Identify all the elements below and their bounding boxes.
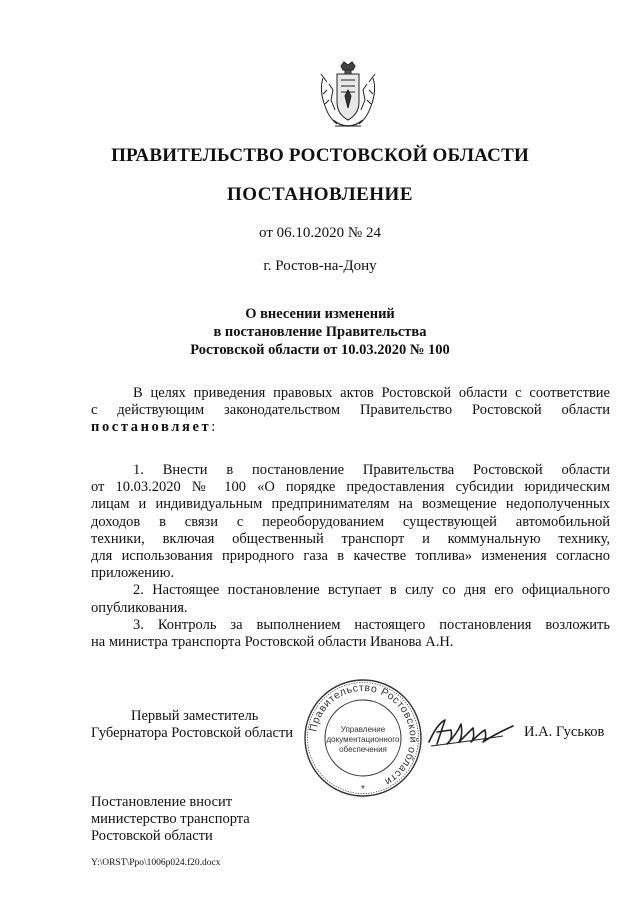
- file-path: Y:\ORST\Ppo\1006p024.f20.docx: [91, 858, 221, 868]
- submitter-line: министерство транспорта: [91, 811, 250, 827]
- item-2-line: опубликования.: [91, 599, 188, 616]
- item-2-line: 2. Настоящее постановление вступает в силу со дня его официального: [133, 582, 610, 599]
- coat-of-arms-icon: [315, 60, 381, 134]
- seal-inner-line: обеспечения: [339, 745, 387, 754]
- seal-inner-line: Управление: [340, 725, 386, 734]
- document-city: г. Ростов-на-Дону: [263, 258, 377, 274]
- preamble-line: В целях приведения правовых актов Ростовской области с соответствие: [133, 385, 610, 401]
- subject-line: в постановление Правительства: [213, 324, 427, 340]
- item-1-line: от 10.03.2020 № 100 «О порядке предоставления субсидии юридическим: [91, 479, 610, 496]
- signatory-position: [91, 708, 293, 742]
- submitter-line: Постановление вносит: [91, 794, 233, 810]
- item-1-line: приложению.: [91, 565, 175, 582]
- official-seal-icon: [303, 678, 423, 798]
- seal-star: *: [361, 784, 365, 795]
- seal-inner-line: документационного: [326, 735, 400, 744]
- signatory-position-line: Губернатора Ростовской области: [91, 725, 294, 741]
- item-1-line: 1. Внести в постановление Правительства Ростовской области: [133, 462, 610, 478]
- document-type: ПОСТАНОВЛЕНИЕ: [226, 184, 414, 205]
- subject-line: Ростовской области от 10.03.2020 № 100: [190, 342, 450, 358]
- subject-line: О внесении изменений: [245, 306, 395, 322]
- decree-colon: :: [211, 419, 216, 436]
- item-3-line: на министра транспорта Ростовской области Иванова А.Н.: [91, 634, 454, 651]
- document-subject: [0, 305, 640, 359]
- signatory-name: И.А. Гуськов: [524, 724, 605, 740]
- item-1-line: техники, включая общественный транспорт и коммунальную технику,: [91, 530, 610, 547]
- preamble-line: с действующим законодательством Правительство Ростовской области: [91, 402, 610, 419]
- handwritten-signature-icon: [423, 712, 519, 752]
- resolution-items: [91, 462, 610, 651]
- item-3-line: 3. Контроль за выполнением настоящего постановления возложить: [133, 616, 610, 633]
- item-1-line: доходов в связи с переоборудованием существующей автомобильной: [91, 513, 610, 530]
- document-date-number: от 06.10.2020 № 24: [259, 225, 381, 241]
- seal-ring-text: Правительство Ростовской области: [307, 681, 420, 789]
- item-1-line: лицам и индивидуальным предпринимателям на возмещение недополученных: [91, 496, 610, 513]
- decree-word: постановляет: [91, 419, 212, 436]
- submitter-note: [91, 794, 250, 845]
- signatory-position-line: Первый заместитель: [131, 708, 259, 724]
- organization-name: ПРАВИТЕЛЬСТВО РОСТОВСКОЙ ОБЛАСТИ: [111, 145, 529, 166]
- item-1-line: для использования природного газа в качестве топлива» изменения согласно: [91, 548, 610, 565]
- preamble-paragraph: [91, 385, 610, 437]
- submitter-line: Ростовской области: [91, 828, 213, 844]
